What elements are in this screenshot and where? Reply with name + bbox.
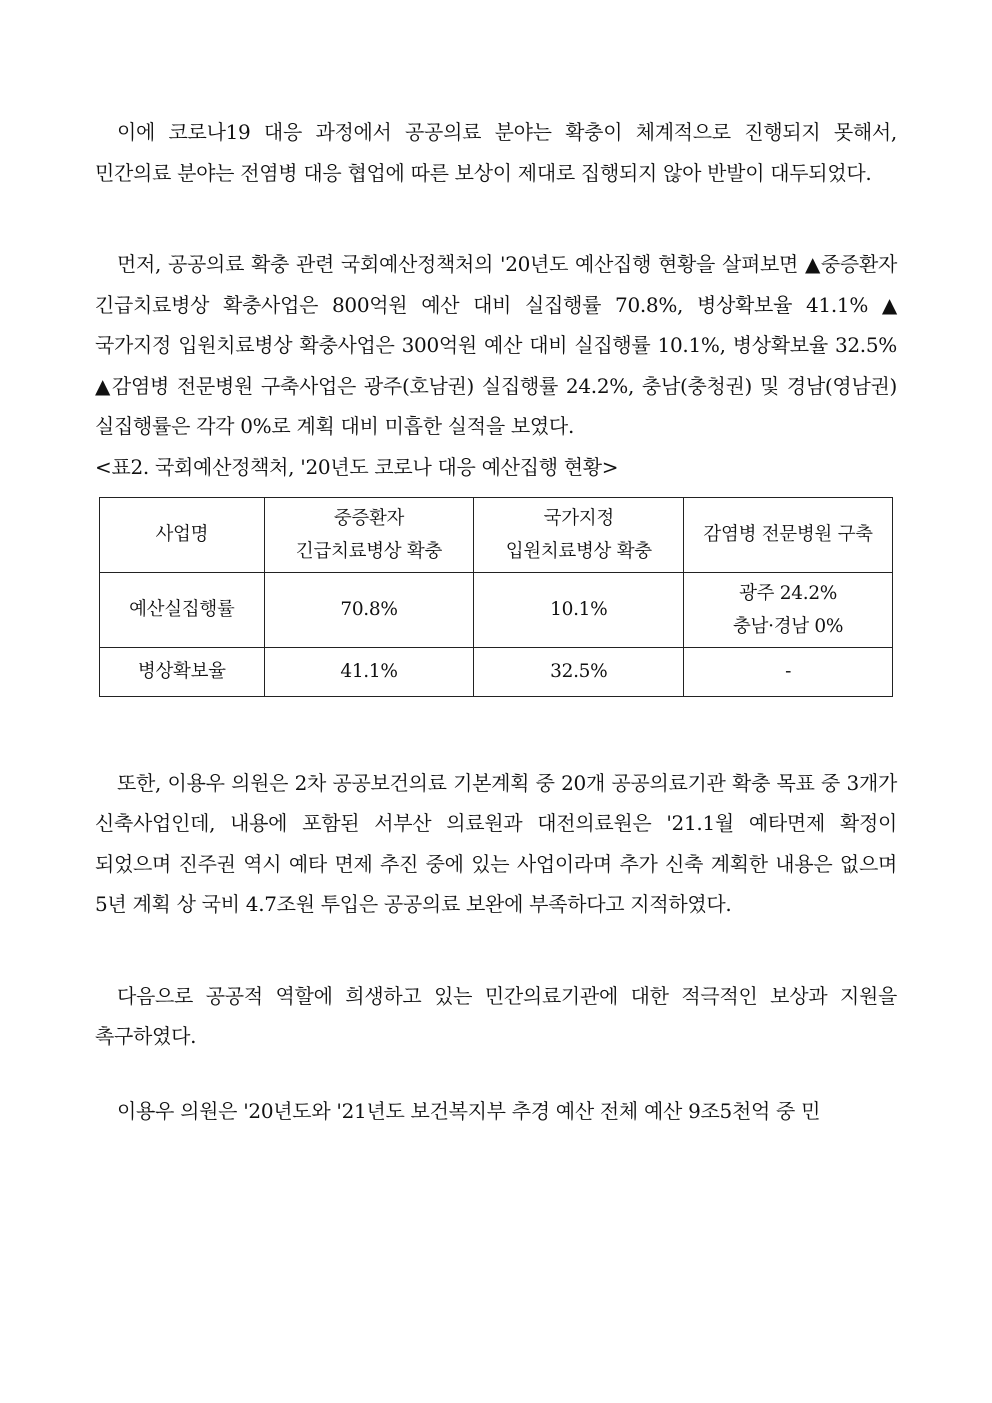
paragraph-supplementary-budget: 이용우 의원은 '20년도와 '21년도 보건복지부 추경 예산 전체 예산 9조5천억 중 민: [117, 1098, 821, 1123]
table-row: [100, 572, 893, 647]
cell-hospital-execution-line2: 충남·경남 0%: [732, 615, 844, 637]
row-label-bed-rate: 병상확보율: [100, 647, 265, 696]
paragraph-gap: [95, 1057, 897, 1091]
paragraph-public-hospital-plan: 또한, 이용우 의원은 2차 공공보건의료 기본계획 중 20개 공공의료기관 확충 목표 중 3개가 신축사업인데, 내용에 포함된 서부산 의료원과 대전의료원은 '21.1월 예타면제 확정이 되었으며 진주권 역시 예타 면제 추진 중에 있는 사업이라며 추가 신축 계획한 내용은 없으며 5년 계획 상 국비 4.7조원 투입은 공공의료 보완에 부족하다고 지적하였다.: [95, 770, 897, 916]
paragraph-gap: [95, 697, 897, 763]
header-project-name: 사업명: [100, 497, 265, 572]
cell-hospital-execution: [684, 572, 893, 647]
row-label-execution-rate: 예산실집행률: [100, 572, 265, 647]
header-icu-beds: [264, 497, 474, 572]
header-national-beds: [474, 497, 684, 572]
document-page: [95, 112, 897, 1131]
cell-hospital-beds: -: [684, 647, 893, 696]
paragraph-private-compensation: 다음으로 공공적 역할에 희생하고 있는 민간의료기관에 대한 적극적인 보상과 지원을 촉구하였다.: [95, 983, 897, 1048]
paragraph-gap: [95, 193, 897, 244]
cell-icu-execution: 70.8%: [264, 572, 474, 647]
header-icu-beds-line1: 중증환자: [333, 507, 405, 529]
paragraph-budget-status: 먼저, 공공의료 확충 관련 국회예산정책처의 '20년도 예산집행 현황을 살펴보면 ▲중증환자 긴급치료병상 확충사업은 800억원 예산 대비 실집행률 70.8%, 병상확보율 41.1% ▲국가지정 입원치료병상 확충사업은 300억원 예산 대비 실집행률 10.1%, 병상확보율 32.5% ▲감염병 전문병원 구축사업은 광주(호남권) 실집행률 24.2%, 충남(충청권) 및 경남(영남권) 실집행률은 각각 0%로 계획 대비 미흡한 실적을 보였다.: [95, 252, 897, 438]
budget-execution-table: [99, 497, 893, 697]
header-national-beds-line1: 국가지정: [543, 507, 614, 529]
table-header-row: [100, 497, 893, 572]
cell-hospital-execution-line1: 광주 24.2%: [739, 582, 838, 604]
paragraph-gap: [95, 925, 897, 976]
cell-national-beds: 32.5%: [474, 647, 684, 696]
header-national-beds-line2: 입원치료병상 확충: [505, 540, 652, 562]
cell-icu-beds: 41.1%: [264, 647, 474, 696]
header-icu-beds-line2: 긴급치료병상 확충: [295, 540, 443, 562]
cell-national-execution: 10.1%: [474, 572, 684, 647]
paragraph-covid-response: 이에 코로나19 대응 과정에서 공공의료 분야는 확충이 체계적으로 진행되지 못해서, 민간의료 분야는 전염병 대응 협업에 따른 보상이 제대로 집행되지 않아 반발이 대두되었다.: [95, 120, 897, 185]
table-row: [100, 647, 893, 696]
table-caption: <표2. 국회예산정책처, '20년도 코로나 대응 예산집행 현황>: [95, 454, 619, 479]
header-infectious-hospital: 감염병 전문병원 구축: [684, 497, 893, 572]
